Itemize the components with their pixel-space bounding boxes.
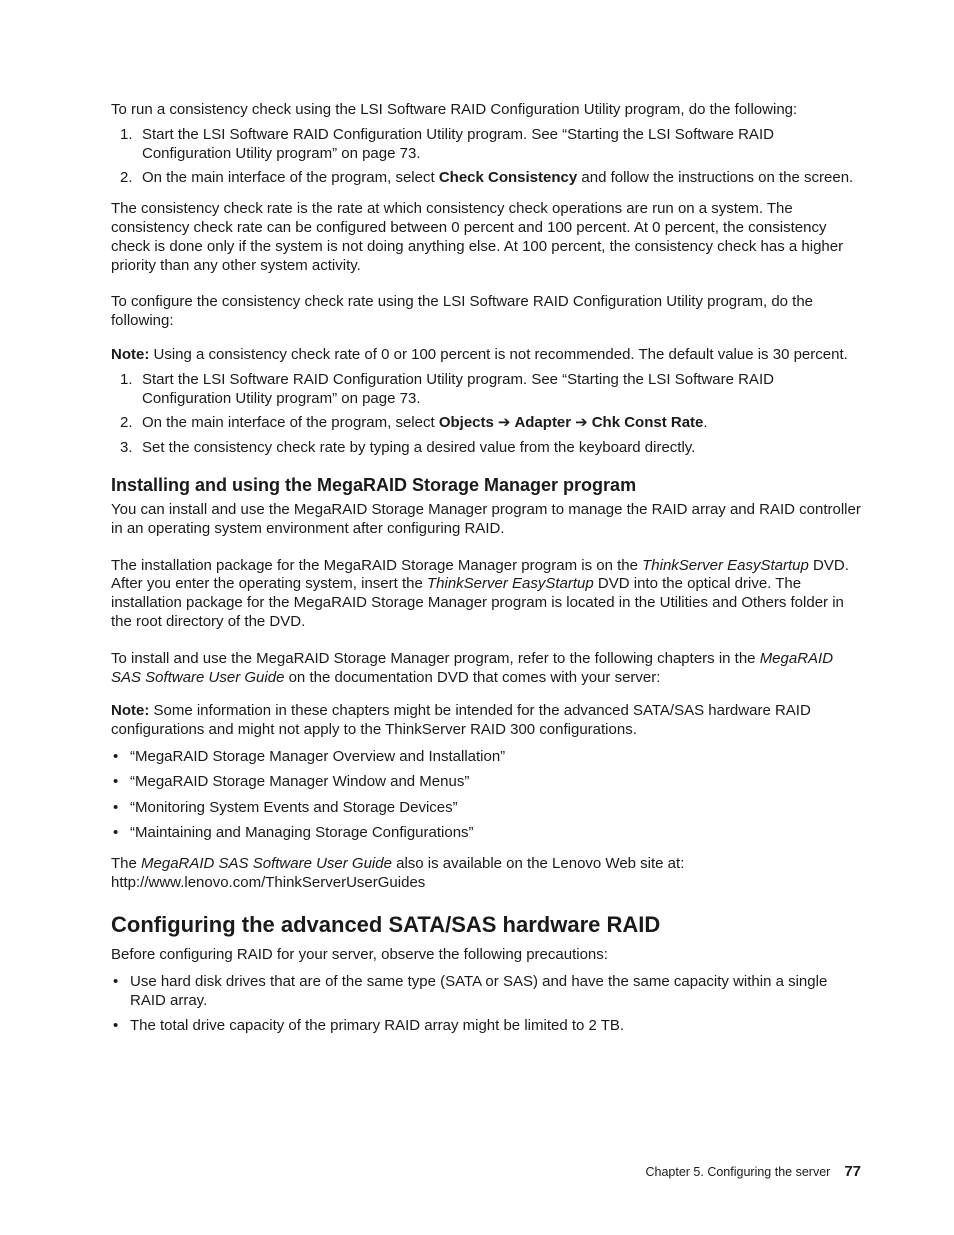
configure-paragraph: To configure the consistency check rate using the LSI Software RAID Configuration Utility program, do the following: bbox=[111, 293, 814, 330]
note-label: Note: bbox=[111, 345, 150, 363]
menu-term: Objects bbox=[438, 414, 494, 432]
list-item bbox=[111, 371, 865, 409]
chapter-list bbox=[111, 748, 865, 843]
bullet-icon: • bbox=[113, 747, 119, 765]
list-item bbox=[111, 799, 865, 818]
step-text: Start the LSI Software RAID Configuration Utility program. See “Starting the LSI Software RAID Configuration Utility program” on page 73. bbox=[142, 370, 774, 407]
step-text: Set the consistency check rate by typing a desired value from the keyboard directly. bbox=[142, 439, 696, 457]
step-text: and follow the instructions on the screen. bbox=[577, 169, 854, 187]
menu-term: Chk Const Rate bbox=[591, 414, 704, 432]
text-run: The bbox=[111, 854, 142, 872]
guide-title: MegaRAID SAS Software User Guide bbox=[111, 649, 834, 686]
list-item-text: “MegaRAID Storage Manager Overview and Installation” bbox=[130, 747, 506, 765]
list-item-text: “Maintaining and Managing Storage Configurations” bbox=[130, 824, 474, 842]
note-label: Note: bbox=[111, 702, 150, 720]
product-name: ThinkServer EasyStartup bbox=[427, 575, 594, 593]
msm-paragraph-4 bbox=[111, 855, 865, 893]
product-name: ThinkServer EasyStartup bbox=[642, 556, 809, 574]
list-item bbox=[111, 126, 865, 164]
note-paragraph bbox=[111, 346, 865, 365]
msm-paragraph-1: You can install and use the MegaRAID Storage Manager program to manage the RAID array and RAID controller in an operating system environment after configuring RAID. bbox=[111, 500, 861, 537]
bullet-icon: • bbox=[113, 824, 119, 842]
list-item bbox=[111, 748, 865, 767]
list-item bbox=[111, 973, 865, 1011]
text-run: DVD into the optical drive. The installation package for the MegaRAID Storage Manager program is located in the Utilities and Others folder in the root directory of the DVD. bbox=[111, 575, 844, 630]
list-item bbox=[111, 824, 865, 843]
step-number: 1. bbox=[120, 125, 133, 143]
step-text: . bbox=[703, 414, 708, 432]
list-item bbox=[111, 169, 865, 188]
bullet-icon: • bbox=[113, 973, 119, 991]
step-text: On the main interface of the program, select bbox=[142, 414, 439, 432]
consistency-intro: To run a consistency check using the LSI Software RAID Configuration Utility program, do the following: bbox=[111, 101, 798, 118]
guide-title: MegaRAID SAS Software User Guide bbox=[141, 854, 392, 872]
text-run: also is available on the Lenovo Web site at: bbox=[391, 854, 685, 872]
list-item-text: The total drive capacity of the primary RAID array might be limited to 2 TB. bbox=[130, 1017, 625, 1035]
chapter-label: Chapter 5. Configuring the server bbox=[645, 1165, 831, 1179]
note-paragraph bbox=[111, 702, 865, 740]
page-number: 77 bbox=[844, 1163, 861, 1180]
page-footer bbox=[645, 1163, 861, 1182]
step-text: On the main interface of the program, select bbox=[142, 169, 439, 187]
list-item-text: “Monitoring System Events and Storage Devices” bbox=[130, 798, 458, 816]
bullet-icon: • bbox=[113, 773, 119, 791]
text-run: DVD. After you enter the operating system, insert the bbox=[111, 556, 849, 593]
list-item bbox=[111, 1017, 865, 1036]
bullet-icon: • bbox=[113, 798, 119, 816]
text-run: To install and use the MegaRAID Storage Manager program, refer to the following chapters in the bbox=[111, 649, 760, 667]
arrow-icon: ➔ bbox=[497, 414, 511, 432]
msm-paragraph-2 bbox=[111, 557, 865, 632]
step-number: 2. bbox=[120, 414, 133, 432]
rate-steps bbox=[111, 371, 865, 458]
step-number: 3. bbox=[120, 439, 133, 457]
rate-paragraph: The consistency check rate is the rate at which consistency check operations are run on a system. The consistency check rate can be configured between 0 percent and 100 percent. At 0 percent, the consistency check is done only if the system is not doing anything else. At 100 percent, the consistency check has a higher priority than any other system activity. bbox=[111, 200, 844, 274]
bullet-icon: • bbox=[113, 1017, 119, 1035]
lenovo-url[interactable]: http://www.lenovo.com/ThinkServerUserGuides bbox=[111, 873, 426, 891]
menu-term: Adapter bbox=[514, 414, 572, 432]
msm-paragraph-3 bbox=[111, 650, 865, 688]
section-heading-advanced-raid: Configuring the advanced SATA/SAS hardware RAID bbox=[111, 912, 661, 938]
step-number: 2. bbox=[120, 169, 133, 187]
arrow-icon: ➔ bbox=[575, 414, 588, 432]
list-item-text: Use hard disk drives that are of the same type (SATA or SAS) and have the same capacity within a single RAID array. bbox=[130, 973, 828, 1010]
list-item bbox=[111, 414, 865, 433]
step-text: Start the LSI Software RAID Configuration Utility program. See “Starting the LSI Software RAID Configuration Utility program” on page 73. bbox=[142, 125, 774, 162]
menu-term: Check Consistency bbox=[438, 169, 578, 187]
consistency-steps bbox=[111, 126, 865, 188]
advanced-intro: Before configuring RAID for your server, observe the following precautions: bbox=[111, 946, 608, 964]
list-item bbox=[111, 773, 865, 792]
precautions-list bbox=[111, 973, 865, 1036]
document-body bbox=[111, 101, 865, 1043]
section-heading-msm: Installing and using the MegaRAID Storage Manager program bbox=[111, 474, 637, 495]
note-text: Some information in these chapters might be intended for the advanced SATA/SAS hardware RAID configurations and might not apply to the ThinkServer RAID 300 configurations. bbox=[111, 702, 811, 739]
list-item bbox=[111, 439, 865, 458]
note-text: Using a consistency check rate of 0 or 100 percent is not recommended. The default value is 30 percent. bbox=[149, 345, 848, 363]
text-run: on the documentation DVD that comes with your server: bbox=[284, 668, 661, 686]
list-item-text: “MegaRAID Storage Manager Window and Menus” bbox=[130, 773, 470, 791]
text-run: The installation package for the MegaRAID Storage Manager program is on the bbox=[111, 556, 643, 574]
step-number: 1. bbox=[120, 370, 133, 388]
